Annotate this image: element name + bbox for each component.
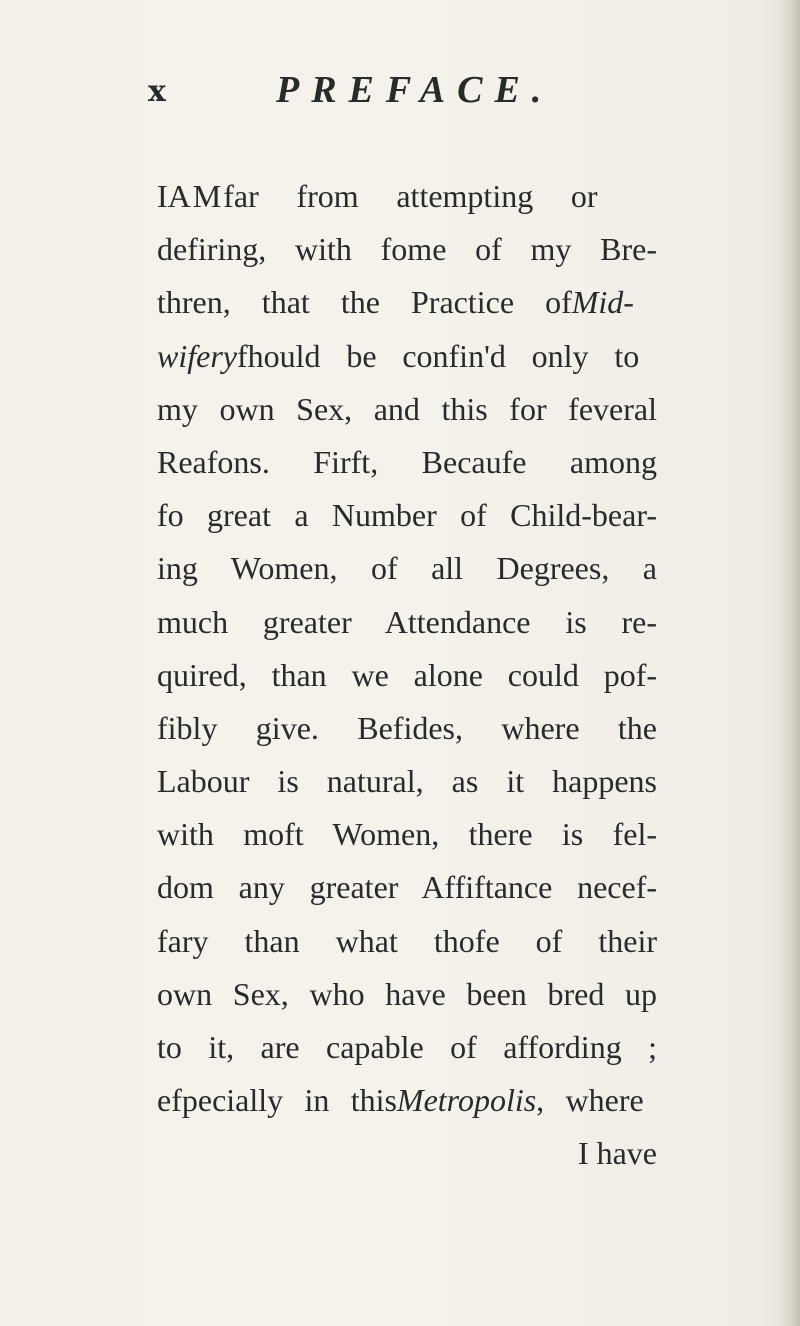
text-segment: IAMfar from attempting or bbox=[157, 178, 598, 214]
text-line bbox=[157, 170, 657, 223]
text-line: to it, are capable of affording ; bbox=[157, 1029, 657, 1065]
text-segment: thren, that the Practice ofMid- bbox=[157, 284, 634, 321]
page-header bbox=[148, 68, 568, 112]
running-title: PREFACE. bbox=[276, 69, 554, 111]
text-line: own Sex, who have been bred up bbox=[157, 975, 657, 1012]
text-segment: efpecially in thisMetropolis, where bbox=[157, 1082, 644, 1119]
text-line: my own Sex, and this for feveral bbox=[157, 390, 657, 427]
text-line: fo great a Number of Child-bear- bbox=[157, 497, 657, 534]
text-line: Reafons. Firft, Becaufe among bbox=[157, 443, 657, 480]
text-line: ing Women, of all Degrees, a bbox=[157, 550, 657, 587]
text-line bbox=[157, 1074, 657, 1127]
catchword: I have bbox=[577, 1135, 657, 1172]
text-line: quired, than we alone could pof- bbox=[157, 656, 657, 693]
text-line bbox=[157, 276, 657, 329]
text-line: with moft Women, there is fel- bbox=[157, 816, 657, 853]
text-line: defiring, with fome of my Bre- bbox=[157, 231, 657, 268]
page-edge-shadow bbox=[778, 0, 800, 1326]
text-line: fibly give. Befides, where the bbox=[157, 709, 657, 746]
body-text bbox=[157, 170, 657, 1181]
text-line bbox=[157, 330, 657, 383]
text-line: fary than what thofe of their bbox=[157, 922, 657, 959]
text-line: dom any greater Affiftance necef- bbox=[157, 869, 657, 906]
text-segment: wiferyfhould be confin'd only to bbox=[157, 337, 640, 374]
text-line: much greater Attendance is re- bbox=[157, 603, 657, 640]
catchword-line bbox=[157, 1127, 657, 1180]
page-number: x bbox=[148, 74, 166, 109]
text-line: Labour is natural, as it happens bbox=[157, 763, 657, 800]
